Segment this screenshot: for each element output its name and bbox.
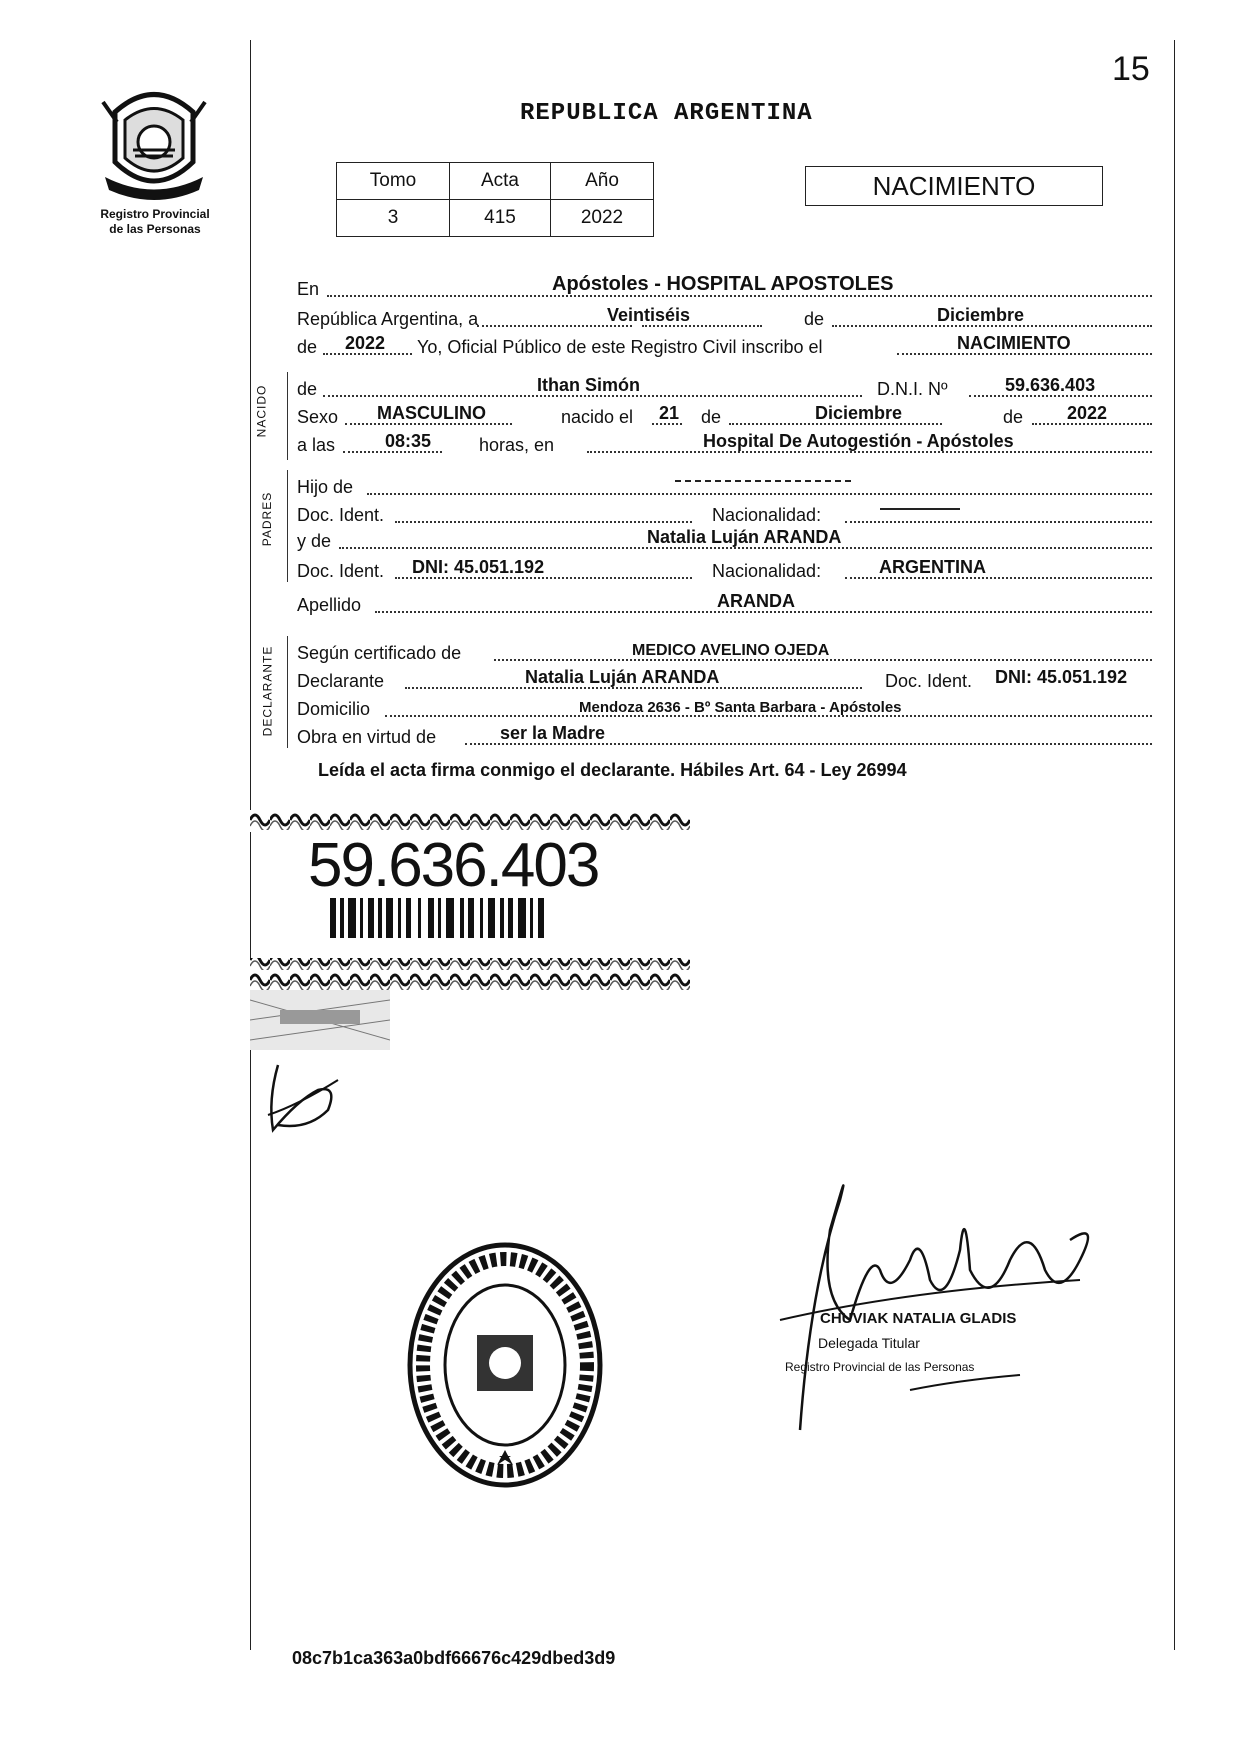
value-anio: 2022 xyxy=(551,200,654,237)
row-declarante: Declarante Natalia Luján ARANDA Doc. Ident. DNI: 45.051.192 xyxy=(297,667,1128,691)
child-dni: 59.636.403 xyxy=(1005,375,1096,395)
child-name: Ithan Simón xyxy=(537,375,640,395)
birth-time: 08:35 xyxy=(385,431,432,451)
acting-as: ser la Madre xyxy=(500,723,606,743)
year: 2022 xyxy=(345,333,386,353)
declarant-doc: DNI: 45.051.192 xyxy=(995,667,1128,687)
row-hora: a las 08:35 horas, en Hospital De Autogestión - Apóstoles xyxy=(297,432,1152,458)
month: Diciembre xyxy=(937,305,1025,325)
row-fecha: República Argentina, a Veintiséis de Diciembre xyxy=(297,306,1152,332)
handwritten-signature-icon xyxy=(760,1140,1100,1440)
official-seal-icon xyxy=(405,1240,605,1490)
document-title: REPUBLICA ARGENTINA xyxy=(520,100,813,127)
address: Mendoza 2636 - Bº Santa Barbara - Apóstoles xyxy=(579,699,902,716)
section-declarante: DECLARANTE xyxy=(260,645,275,737)
birth-place: Hospital De Autogestión - Apóstoles xyxy=(703,431,1014,451)
header-anio: Año xyxy=(551,163,654,200)
row-nombre: de Ithan Simón D.N.I. Nº 59.636.403 xyxy=(297,376,1152,402)
certificate-issuer: MEDICO AVELINO OJEDA xyxy=(632,642,830,659)
header-tomo: Tomo xyxy=(337,163,450,200)
barcode-number: 59.636.403 xyxy=(308,831,599,900)
section-nacido: NACIDO xyxy=(254,384,269,438)
signatory-org: Registro Provincial de las Personas xyxy=(785,1360,975,1374)
row-sexo: Sexo MASCULINO nacido el 21 de Diciembre de 2022 xyxy=(297,404,1152,430)
birth-day: 21 xyxy=(659,403,680,423)
birth-year: 2022 xyxy=(1067,403,1108,423)
section-padres: PADRES xyxy=(260,491,275,547)
row-madre: y de Natalia Luján ARANDA xyxy=(297,528,1152,554)
row-apellido: Apellido ARANDA xyxy=(297,592,1152,618)
blank-father xyxy=(675,480,851,482)
declarant-name: Natalia Luján ARANDA xyxy=(525,667,720,687)
row-hijo: Hijo de xyxy=(297,474,1152,500)
closing-statement: Leída el acta firma conmigo el declarante. Hábiles Art. 64 - Ley 26994 xyxy=(318,760,907,780)
mother-doc: DNI: 45.051.192 xyxy=(412,557,545,577)
mother-nationality: ARGENTINA xyxy=(879,557,986,577)
child-sex: MASCULINO xyxy=(377,403,486,423)
mother-name: Natalia Luján ARANDA xyxy=(647,527,842,547)
blank-nationality xyxy=(880,508,960,510)
registry-caption: Registro Provincial de las Personas xyxy=(100,207,210,236)
place-value: Apóstoles - HOSPITAL APOSTOLES xyxy=(552,273,894,295)
record-type-box: NACIMIENTO xyxy=(805,166,1103,206)
document-hash: 08c7b1ca363a0bdf66676c429dbed3d9 xyxy=(292,1648,616,1668)
initials-signature-icon xyxy=(258,1060,348,1140)
signatory-name: CHUVIAK NATALIA GLADIS xyxy=(820,1310,1017,1327)
day-words: Veintiséis xyxy=(607,305,691,325)
birth-month: Diciembre xyxy=(815,403,903,423)
value-acta: 415 xyxy=(450,200,551,237)
row-obra: Obra en virtud de ser la Madre xyxy=(297,724,1152,750)
inscribo-value: NACIMIENTO xyxy=(957,333,1071,353)
misiones-emblem-icon xyxy=(95,82,213,200)
row-doc1: Doc. Ident. Nacionalidad: xyxy=(297,502,1152,528)
signatory-role: Delegada Titular xyxy=(818,1335,920,1351)
header-acta: Acta xyxy=(450,163,551,200)
row-en: En Apóstoles - HOSPITAL APOSTOLES xyxy=(297,276,1152,302)
value-tomo: 3 xyxy=(337,200,450,237)
row-inscribo: de 2022 Yo, Oficial Público de este Registro Civil inscribo el NACIMIENTO xyxy=(297,334,1152,360)
surname: ARANDA xyxy=(717,591,795,611)
record-table xyxy=(336,162,654,237)
security-stamp-icon xyxy=(250,990,390,1050)
right-margin-line xyxy=(1174,40,1175,1650)
page-number: 15 xyxy=(1112,50,1150,88)
row-domicilio: Domicilio Mendoza 2636 - Bº Santa Barbara - Apóstoles xyxy=(297,696,1152,722)
row-doc2: Doc. Ident. DNI: 45.051.192 Nacionalidad: ARGENTINA xyxy=(297,558,1152,584)
row-certificado: Según certificado de MEDICO AVELINO OJEDA xyxy=(297,640,1152,666)
